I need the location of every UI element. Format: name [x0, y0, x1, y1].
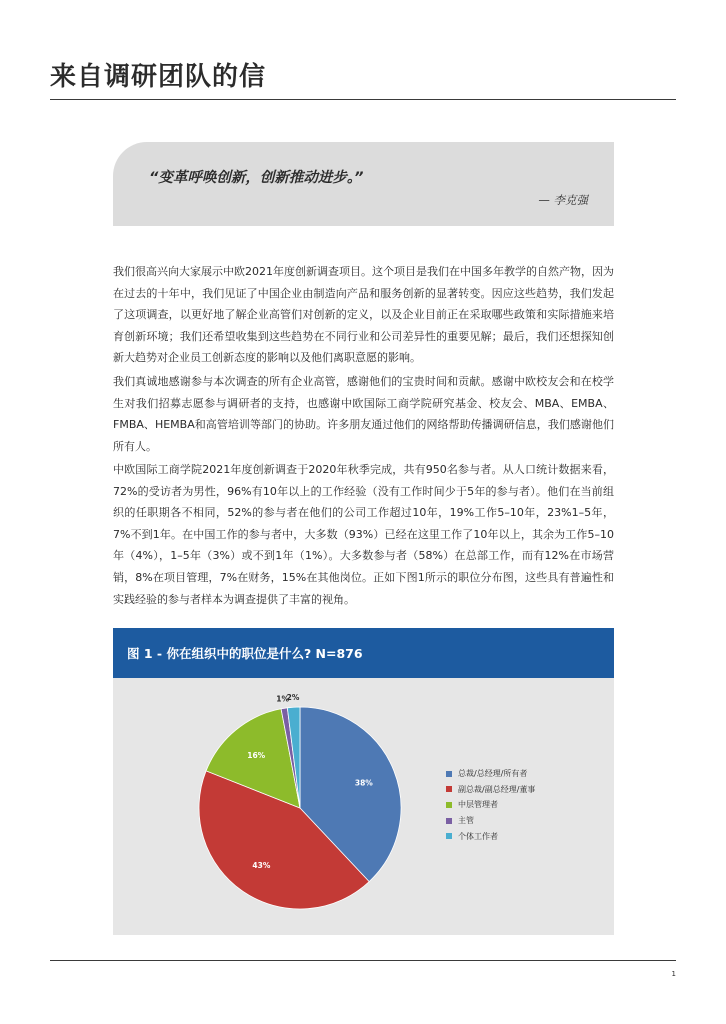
paragraph-demographics: 中欧国际工商学院2021年度创新调查于2020年秋季完成，共有950名参与者。从人口统计数据来看，72%的受访者为男性，96%有10年以上的工作经验（没有工作时间少于5年的参与者）。他们在当前组织的任职期各不相同，52%的参与者在他们的公司工作超过10年，19%工作5–10年，23%1–5年， 7%不到1年。在中国工作的参与者中，大多数（93%）已经在这里工作了10年以上，其余为工作5–10年（4%），1–5年（3%）或不到1年（1%）。大多数参与者（58%）在总部工作，而有12%在市场营销，8%在项目管理，7%在财务，15%在其他岗位。正如下图1所示的职位分布图，这些具有普遍性和实践经验的参与者样本为调查提供了丰富的视角。: [113, 463, 614, 606]
legend-item-president: [446, 766, 535, 782]
pie-label-president: 38%: [354, 778, 373, 788]
legend-label: 中层管理者: [458, 800, 498, 810]
figure-header: [113, 628, 614, 678]
pie-label-vice-president: 43%: [252, 860, 271, 870]
legend-label: 总裁/总经理/所有者: [458, 769, 528, 779]
pie-label-individual-contributor: 2%: [286, 693, 300, 703]
legend-swatch: [446, 786, 452, 792]
legend-swatch: [446, 802, 452, 808]
legend-label: 主管: [458, 816, 474, 826]
legend-item-middle-manager: [446, 797, 535, 813]
figure-title: 图 1 - 你在组织中的职位是什么? N=876: [127, 646, 363, 661]
quote-text: “变革呼唤创新，创新推动进步。”: [149, 170, 364, 186]
quote-author: — 李克强: [538, 193, 588, 207]
legend-swatch: [446, 771, 452, 777]
legend-item-supervisor: [446, 813, 535, 829]
legend-item-vice-president: [446, 782, 535, 798]
pie-label-supervisor: 1%: [276, 694, 290, 704]
legend-label: 个体工作者: [458, 831, 498, 841]
figure-panel: [113, 628, 614, 935]
pie-label-middle-manager: 16%: [247, 751, 266, 761]
legend-item-individual-contributor: [446, 828, 535, 844]
chart-legend: [446, 766, 535, 844]
pie-chart: [113, 678, 433, 935]
legend-label: 副总裁/副总经理/董事: [458, 784, 536, 794]
paragraph-intro: 我们很高兴向大家展示中欧2021年度创新调查项目。这个项目是我们在中国多年教学的自然产物，因为在过去的十年中，我们见证了中国企业由制造向产品和服务创新的显著转变。因应这些趋势，我们发起了这项调查，以更好地了解企业高管们对创新的定义，以及企业目前正在采取哪些政策和实际措施来培育创新环境；我们还希望收集到这些趋势在不同行业和公司差异性的重要见解；最后，我们还想探知创新大趋势对企业员工创新态度的影响以及他们离职意愿的影响。: [113, 265, 614, 365]
legend-swatch: [446, 818, 452, 824]
title-divider: [50, 99, 676, 100]
paragraph-thanks: 我们真诚地感谢参与本次调查的所有企业高管，感谢他们的宝贵时间和贡献。感谢中欧校友会和在校学生对我们招募志愿参与调研者的支持，也感谢中欧国际工商学院研究基金、校友会、MBA、EMBA、FMBA、HEMBA和高管培训等部门的协助。许多朋友通过他们的网络帮助传播调研信息，我们感谢他们所有人。: [113, 375, 614, 453]
footer-divider: [50, 960, 676, 961]
page-number: 1: [671, 970, 676, 978]
quote-box: [113, 142, 614, 226]
page-title: 来自调研团队的信: [50, 62, 267, 92]
legend-swatch: [446, 833, 452, 839]
